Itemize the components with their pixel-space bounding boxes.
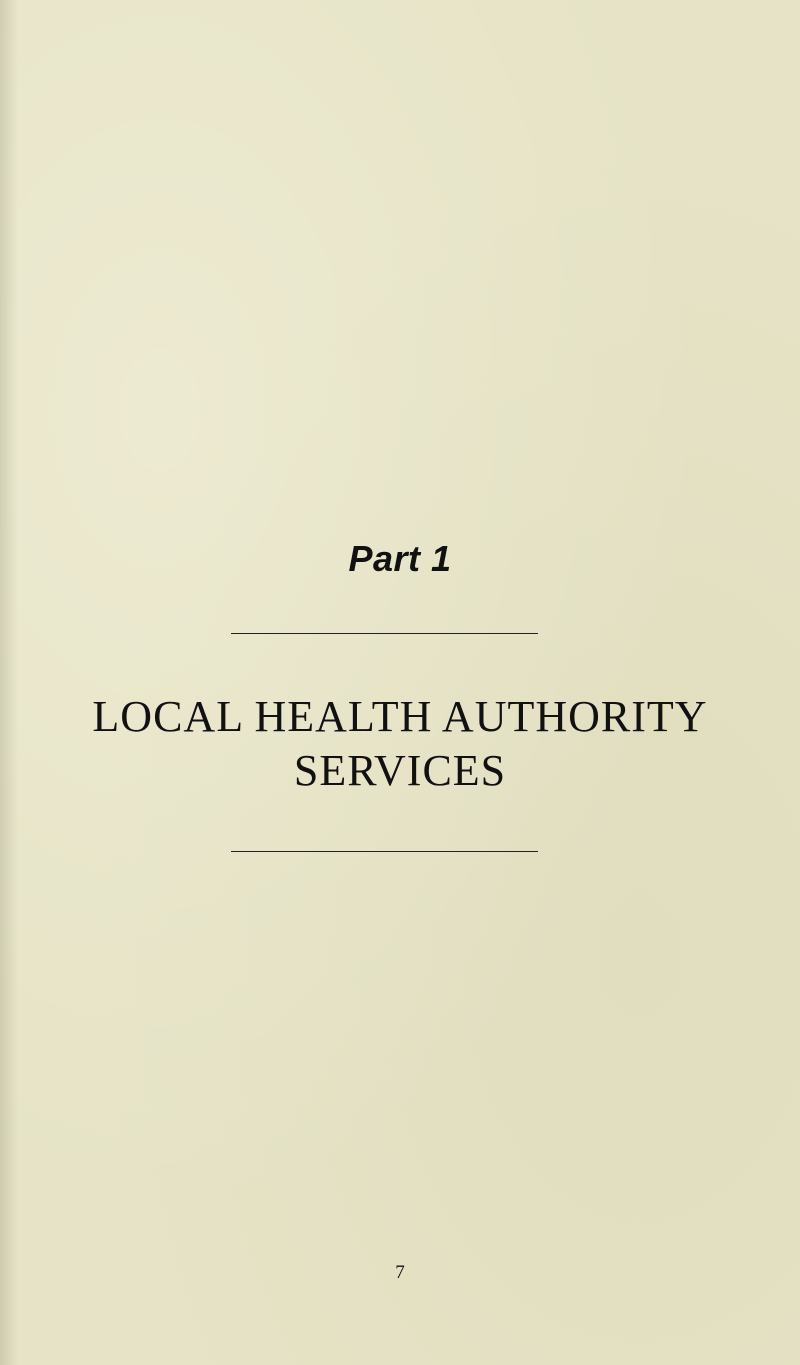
- part-title: Part 1: [348, 538, 452, 579]
- binding-shadow: [0, 0, 18, 1365]
- section-heading-line-1: LOCAL HEALTH AUTHORITY: [92, 692, 708, 741]
- section-heading-line-2: SERVICES: [293, 746, 507, 795]
- bottom-divider: [231, 851, 538, 852]
- page-number: 7: [395, 1262, 405, 1283]
- top-divider: [231, 633, 538, 634]
